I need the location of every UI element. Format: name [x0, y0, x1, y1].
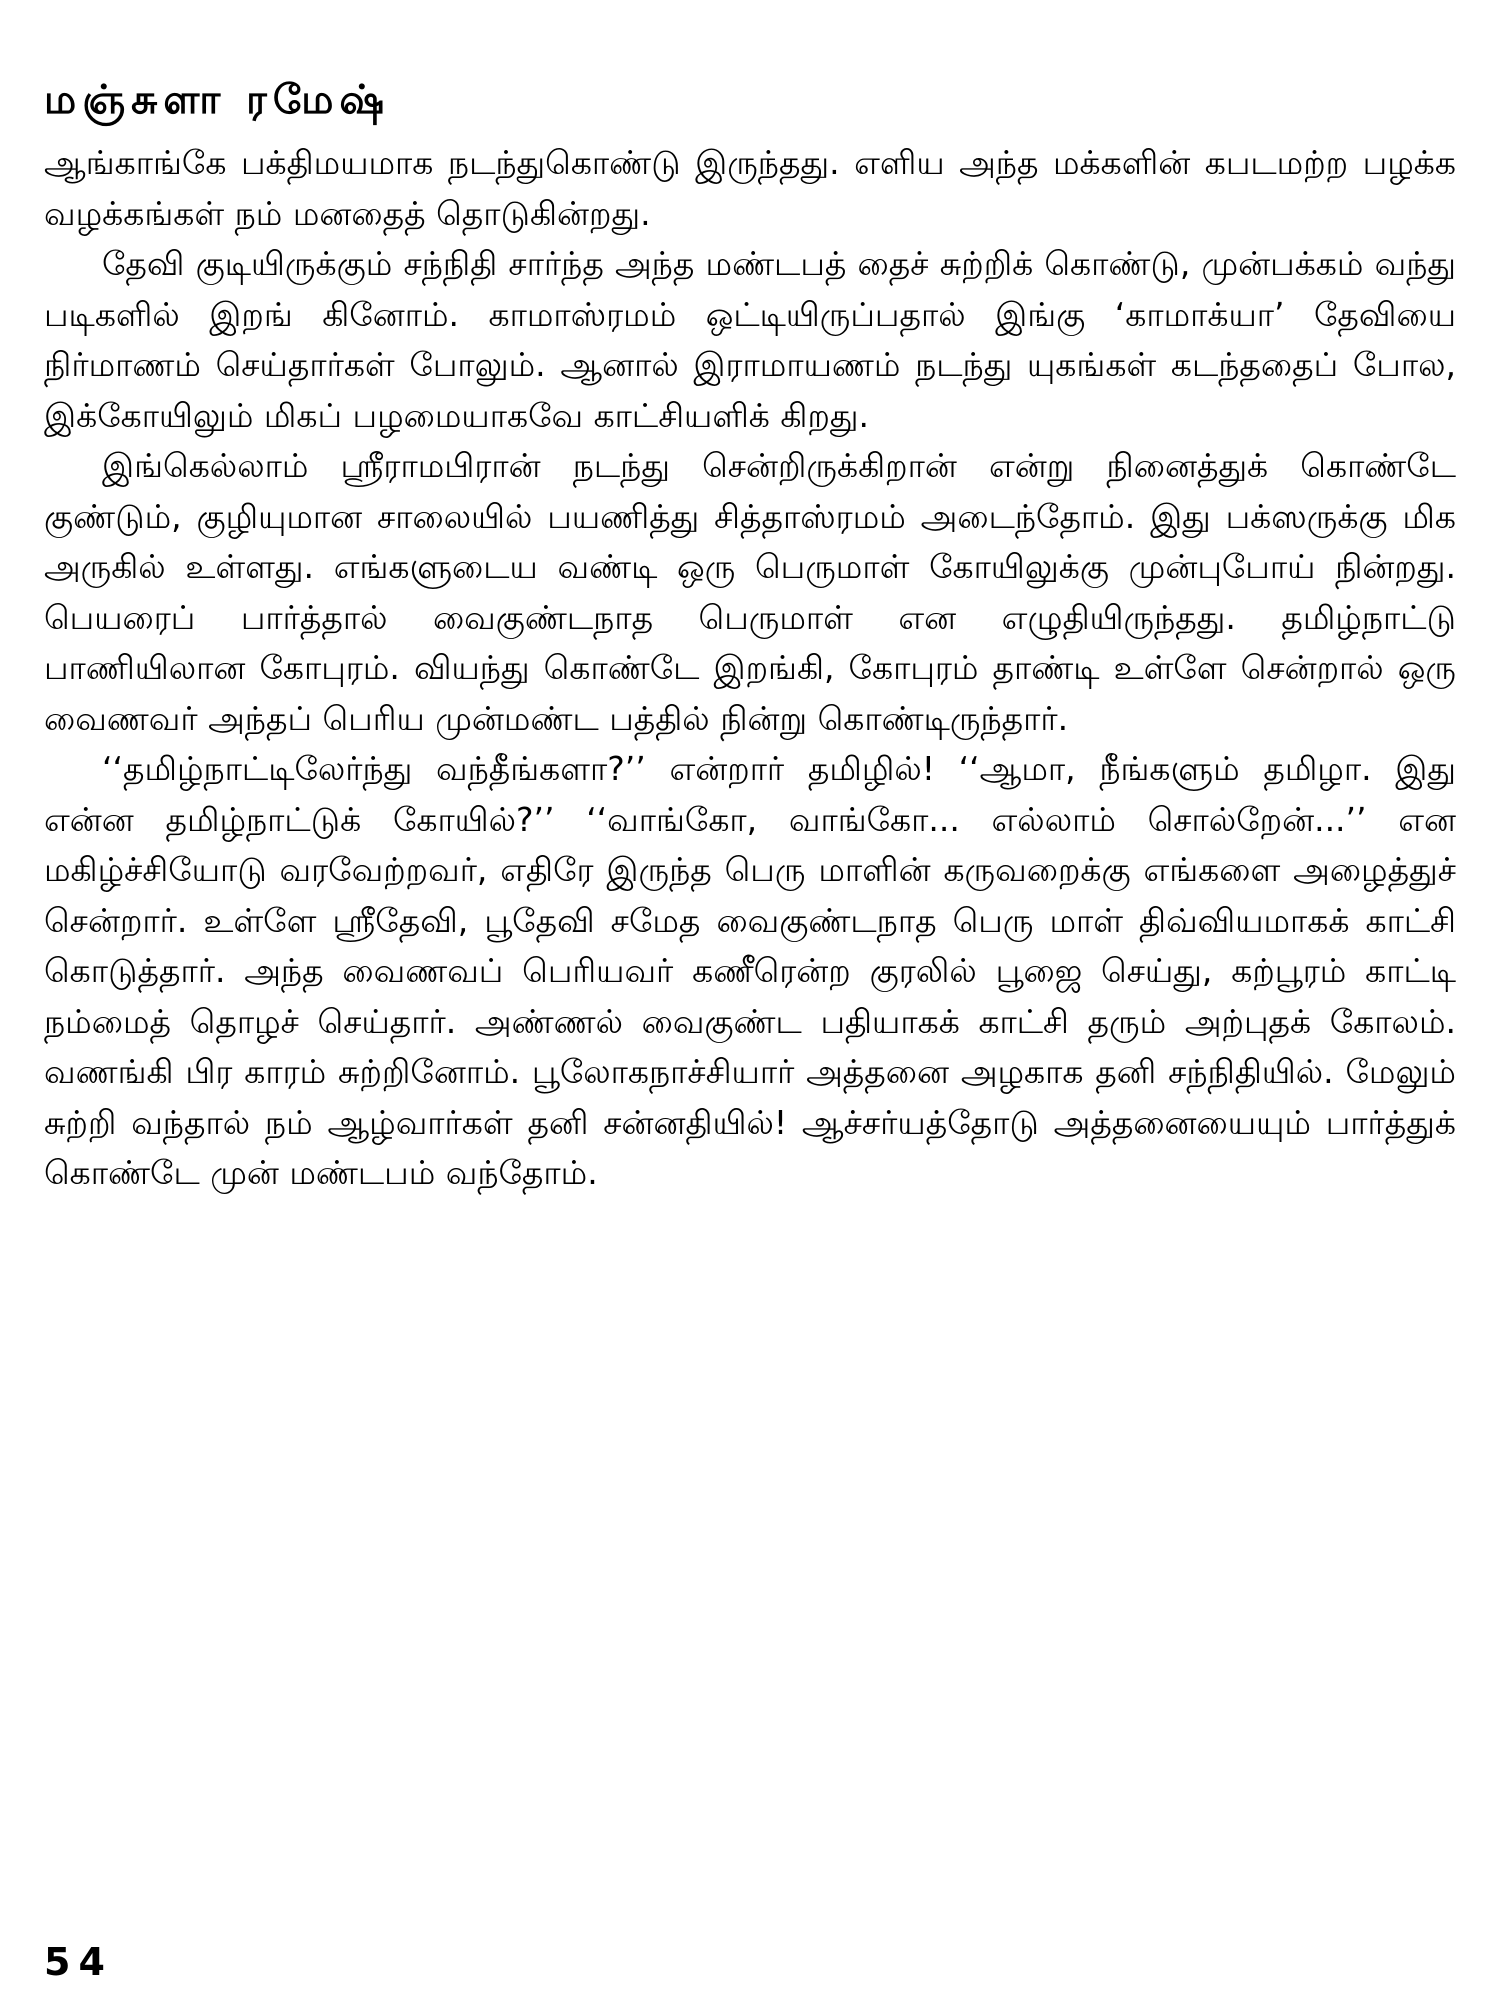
page-number: 54: [44, 1940, 113, 1984]
paragraph-2: தேவி குடியிருக்கும் சந்நிதி சார்ந்த அந்த மண்டபத் தைச் சுற்றிக் கொண்டு, முன்பக்கம் வந்து படிகளில் இறங் கினோம். காமாஸ்ரமம் ஒட்டியிருப்பதால் இங்கு ‘காமாக்யா’ தேவியை நிர்மாணம் செய்தார்கள் போலும். ஆனால் இராமாயணம் நடந்து யுகங்கள் கடந்ததைப் போல, இக்கோயிலும் மிகப் பழமையாகவே காட்சியளிக் கிறது.: [44, 244, 1456, 435]
running-head-author: மஞ்சுளா ரமேஷ்: [44, 77, 391, 123]
paragraph-4: ‘‘தமிழ்நாட்டிலேர்ந்து வந்தீங்களா?’’ என்றார் தமிழில்! ‘‘ஆமா, நீங்களும் தமிழா. இது என்ன தமிழ்நாட்டுக் கோயில்?’’ ‘‘வாங்கோ, வாங்கோ... எல்லாம் சொல்றேன்...’’ என மகிழ்ச்சியோடு வரவேற்றவர், எதிரே இருந்த பெரு மாளின் கருவறைக்கு எங்களை அழைத்துச் சென்றார். உள்ளே ஸ்ரீதேவி, பூதேவி சமேத வைகுண்டநாத பெரு மாள் திவ்வியமாகக் காட்சி கொடுத்தார். அந்த வைணவப் பெரியவர் கணீரென்ற குரலில் பூஜை செய்து, கற்பூரம் காட்டி நம்மைத் தொழச் செய்தார். அண்ணல் வைகுண்ட பதியாகக் காட்சி தரும் அற்புதக் கோலம். வணங்கி பிர காரம் சுற்றினோம். பூலோகநாச்சியார் அத்தனை அழகாக தனி சந்நிதியில். மேலும் சுற்றி வந்தால் நம் ஆழ்வார்கள் தனி சன்னதியில்! ஆச்சர்யத்தோடு அத்தனையையும் பார்த்துக் கொண்டே முன் மண்டபம் வந்தோம்.: [44, 749, 1456, 1192]
paragraph-3: இங்கெல்லாம் ஸ்ரீராமபிரான் நடந்து சென்றிருக்கிறான் என்று நினைத்துக் கொண்டே குண்டும், குழியுமான சாலையில் பயணித்து சித்தாஸ்ரமம் அடைந்தோம். இது பக்ஸருக்கு மிக அருகில் உள்ளது. எங்களுடைய வண்டி ஒரு பெருமாள் கோயிலுக்கு முன்புபோய் நின்றது. பெயரைப் பார்த்தால் வைகுண்டநாத பெருமாள் என எழுதியிருந்தது. தமிழ்நாட்டு பாணியிலான கோபுரம். வியந்து கொண்டே இறங்கி, கோபுரம் தாண்டி உள்ளே சென்றால் ஒரு வைணவர் அந்தப் பெரிய முன்மண்ட பத்தில் நின்று கொண்டிருந்தார்.: [44, 446, 1456, 738]
body-text: [44, 138, 1456, 1199]
paragraph-1: ஆங்காங்கே பக்திமயமாக நடந்துகொண்டு இருந்தது. எளிய அந்த மக்களின் கபடமற்ற பழக்க வழக்கங்கள் நம் மனதைத் தொடுகின்றது.: [44, 143, 1456, 233]
